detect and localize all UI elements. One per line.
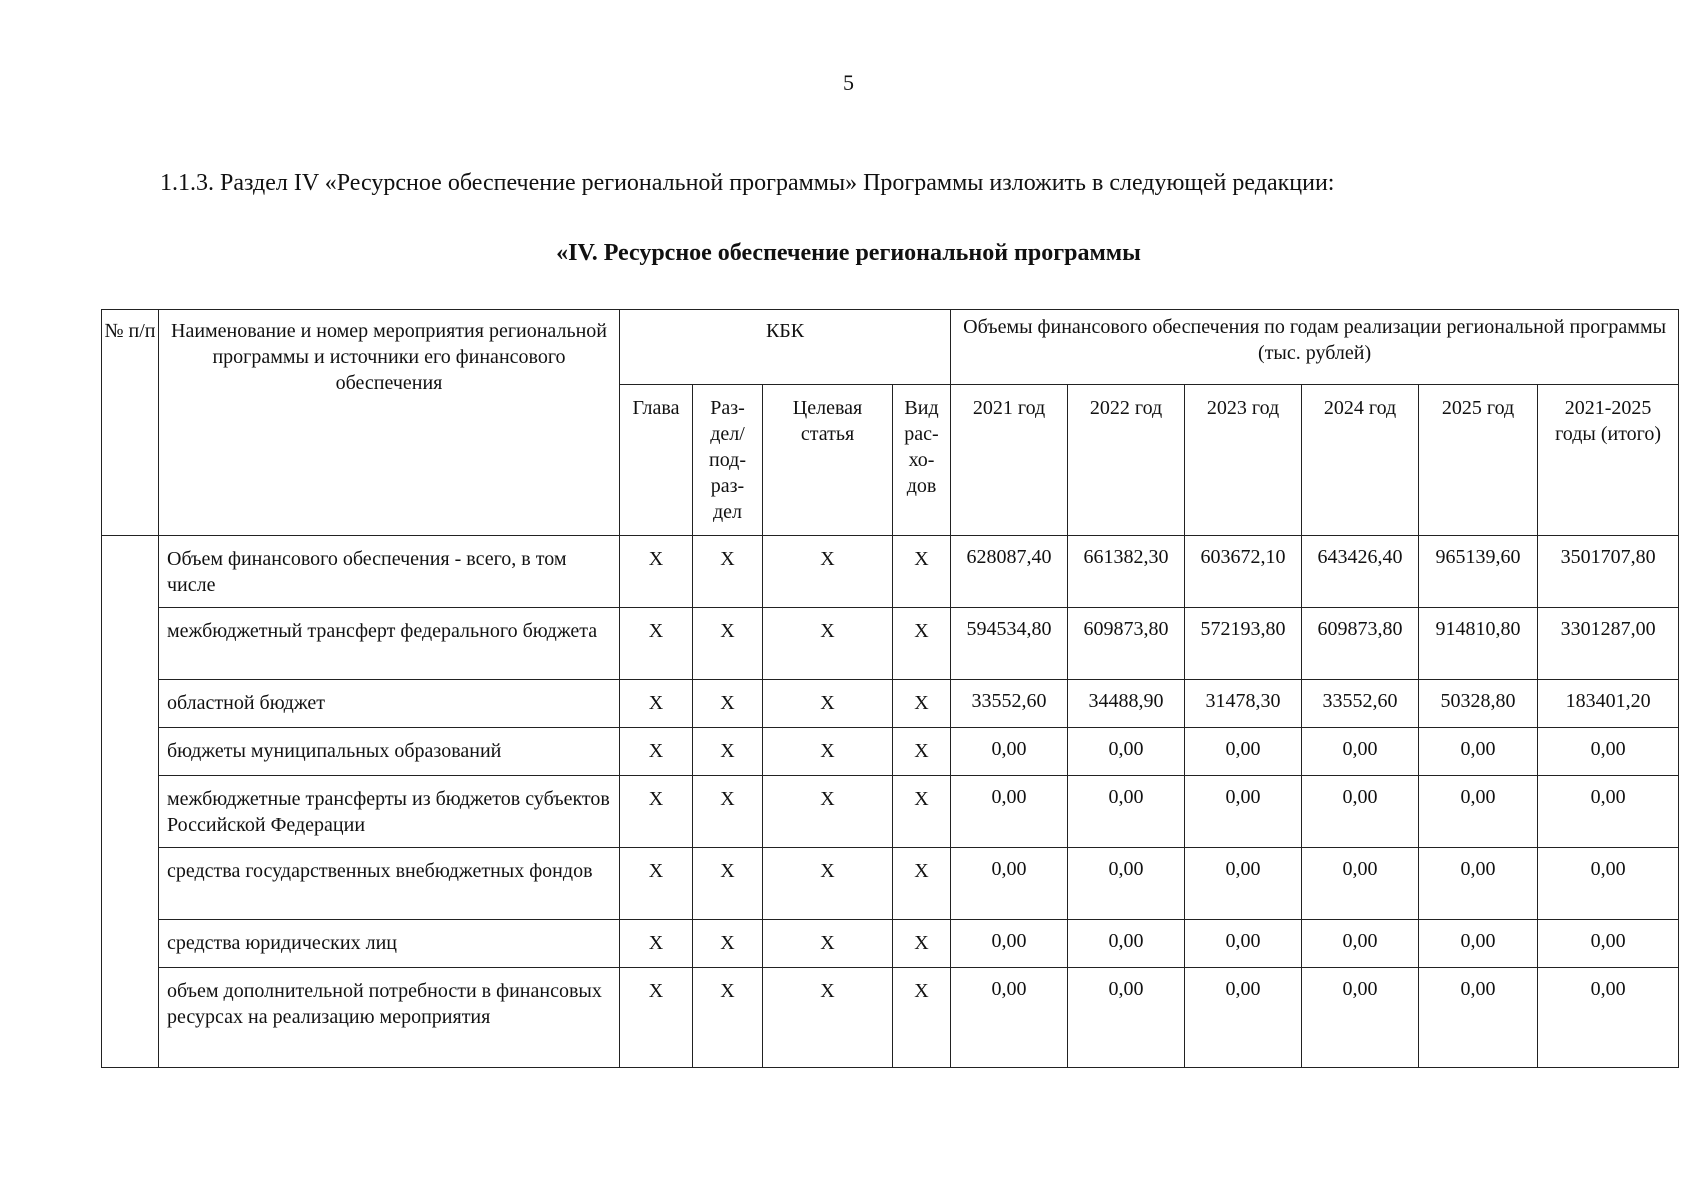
value-total: 3301287,00 [1538,608,1679,680]
kbk-glava: Х [620,680,693,728]
value-2024: 0,00 [1302,776,1419,848]
kbk-razdel: Х [693,536,763,608]
header-year-2024: 2024 год [1302,385,1419,536]
kbk-glava: Х [620,920,693,968]
kbk-vid: Х [893,776,951,848]
table-row [102,680,1679,728]
table-row [102,776,1679,848]
kbk-razdel: Х [693,920,763,968]
value-2024: 0,00 [1302,920,1419,968]
header-volumes: Объемы финансового обеспечения по годам реализации региональной программы (тыс. рублей) [951,310,1679,385]
page-number: 5 [843,70,854,95]
header-celevaya [763,385,893,536]
value-2023: 0,00 [1185,728,1302,776]
value-2024: 0,00 [1302,728,1419,776]
row-label: межбюджетные трансферты из бюджетов субъектов Российской Федерации [159,776,620,848]
value-2023: 0,00 [1185,920,1302,968]
row-number-cell [102,536,159,1068]
kbk-glava: Х [620,608,693,680]
value-2021: 0,00 [951,728,1068,776]
header-year-total [1538,385,1679,536]
value-2023: 603672,10 [1185,536,1302,608]
value-2024: 643426,40 [1302,536,1419,608]
header-kbk: КБК [620,310,951,385]
kbk-celevaya: Х [763,680,893,728]
value-total: 3501707,80 [1538,536,1679,608]
value-2022: 34488,90 [1068,680,1185,728]
value-2021: 0,00 [951,848,1068,920]
kbk-celevaya: Х [763,848,893,920]
value-total: 0,00 [1538,848,1679,920]
value-2021: 0,00 [951,920,1068,968]
row-label: объем дополнительной потребности в финансовых ресурсах на реализацию мероприятия [159,968,620,1068]
row-label: Объем финансового обеспечения - всего, в том числе [159,536,620,608]
value-2024: 0,00 [1302,968,1419,1068]
kbk-razdel: Х [693,776,763,848]
value-2024: 609873,80 [1302,608,1419,680]
kbk-celevaya: Х [763,920,893,968]
table-row [102,920,1679,968]
value-2023: 572193,80 [1185,608,1302,680]
value-2022: 661382,30 [1068,536,1185,608]
value-2023: 0,00 [1185,848,1302,920]
kbk-celevaya: Х [763,968,893,1068]
value-2025: 0,00 [1419,848,1538,920]
kbk-celevaya: Х [763,776,893,848]
value-2025: 0,00 [1419,968,1538,1068]
table-row [102,608,1679,680]
row-label: средства государственных внебюджетных фондов [159,848,620,920]
kbk-glava: Х [620,848,693,920]
value-2021: 0,00 [951,968,1068,1068]
header-celevaya-text: Целевая статья [792,397,863,445]
kbk-glava: Х [620,536,693,608]
row-label: областной бюджет [159,680,620,728]
kbk-celevaya: Х [763,608,893,680]
value-2022: 0,00 [1068,968,1185,1068]
header-no: № п/п [102,310,159,536]
row-label: бюджеты муниципальных образований [159,728,620,776]
value-2025: 914810,80 [1419,608,1538,680]
table-row [102,968,1679,1068]
header-name: Наименование и номер мероприятия региональной программы и источники его финансового обеспечения [159,310,620,536]
table-row [102,728,1679,776]
value-total: 0,00 [1538,728,1679,776]
header-year-total-text: 2021-2025 годы (итого) [1555,397,1662,445]
kbk-razdel: Х [693,608,763,680]
value-total: 0,00 [1538,968,1679,1068]
value-2025: 965139,60 [1419,536,1538,608]
kbk-glava: Х [620,968,693,1068]
kbk-vid: Х [893,968,951,1068]
row-label: средства юридических лиц [159,920,620,968]
value-2025: 0,00 [1419,728,1538,776]
kbk-razdel: Х [693,728,763,776]
row-label: межбюджетный трансферт федерального бюджета [159,608,620,680]
header-razdel-text: Раз-дел/ под-раз-дел [709,397,746,523]
kbk-glava: Х [620,728,693,776]
kbk-vid: Х [893,536,951,608]
kbk-vid: Х [893,920,951,968]
kbk-glava: Х [620,776,693,848]
value-total: 0,00 [1538,776,1679,848]
value-2023: 0,00 [1185,968,1302,1068]
value-total: 0,00 [1538,920,1679,968]
kbk-vid: Х [893,728,951,776]
table-row [102,848,1679,920]
value-2024: 33552,60 [1302,680,1419,728]
table-row [102,536,1679,608]
value-2024: 0,00 [1302,848,1419,920]
value-2021: 0,00 [951,776,1068,848]
value-2023: 31478,30 [1185,680,1302,728]
value-2022: 0,00 [1068,728,1185,776]
value-2021: 594534,80 [951,608,1068,680]
value-2025: 0,00 [1419,920,1538,968]
value-2022: 0,00 [1068,776,1185,848]
header-vid [893,385,951,536]
kbk-vid: Х [893,608,951,680]
header-year-2025: 2025 год [1419,385,1538,536]
value-2023: 0,00 [1185,776,1302,848]
resource-table [101,309,1679,1068]
value-2022: 609873,80 [1068,608,1185,680]
value-2022: 0,00 [1068,848,1185,920]
section-title: «IV. Ресурсное обеспечение региональной программы [556,240,1141,266]
value-total: 183401,20 [1538,680,1679,728]
kbk-razdel: Х [693,968,763,1068]
kbk-razdel: Х [693,848,763,920]
value-2021: 33552,60 [951,680,1068,728]
value-2021: 628087,40 [951,536,1068,608]
header-year-2023: 2023 год [1185,385,1302,536]
header-year-2021: 2021 год [951,385,1068,536]
header-razdel [693,385,763,536]
header-glava: Глава [620,385,693,536]
intro-paragraph: 1.1.3. Раздел IV «Ресурсное обеспечение региональной программы» Программы изложить в следующей редакции: [160,170,1335,196]
kbk-vid: Х [893,680,951,728]
kbk-celevaya: Х [763,536,893,608]
kbk-vid: Х [893,848,951,920]
value-2025: 0,00 [1419,776,1538,848]
value-2025: 50328,80 [1419,680,1538,728]
value-2022: 0,00 [1068,920,1185,968]
table-body [102,536,1679,1068]
kbk-celevaya: Х [763,728,893,776]
kbk-razdel: Х [693,680,763,728]
header-vid-text: Вид рас-хо-дов [904,397,939,497]
header-year-2022: 2022 год [1068,385,1185,536]
